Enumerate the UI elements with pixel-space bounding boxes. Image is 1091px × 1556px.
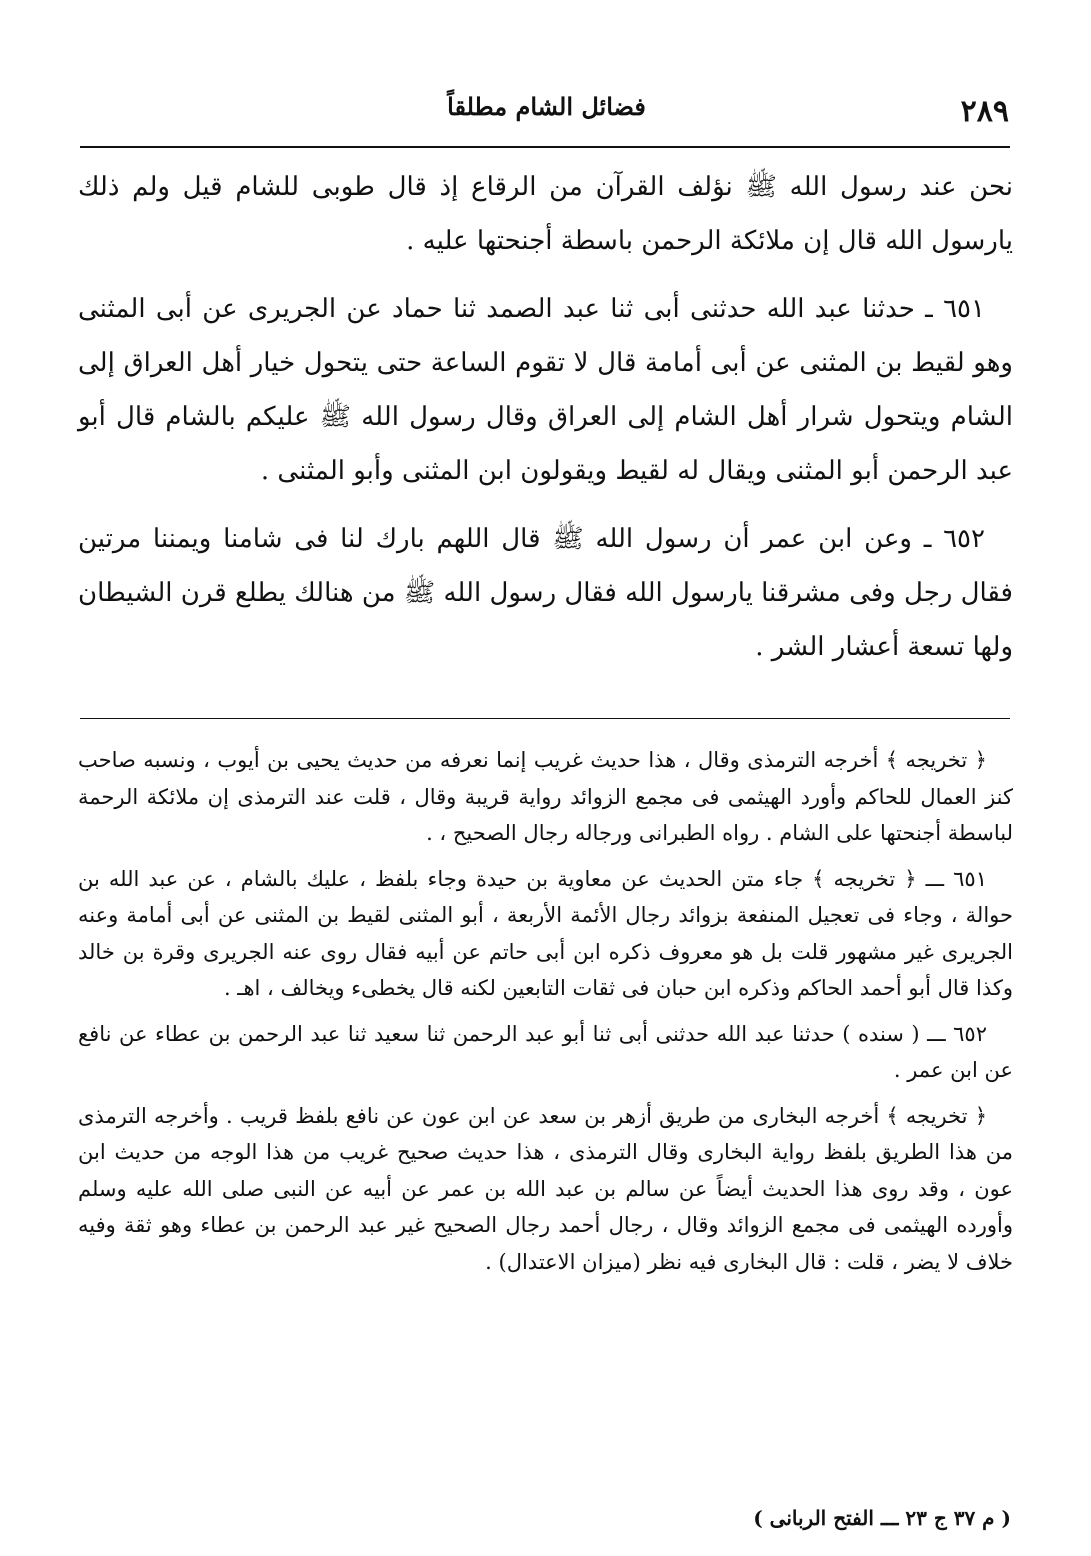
page-number: ٢٨٩ (960, 94, 1009, 129)
main-text (78, 160, 1013, 688)
footnotes (78, 742, 1013, 1289)
footnotes-divider (80, 718, 1010, 719)
signature-mark: ( م ٣٧ ج ٢٣ ـــ الفتح الربانى ) (753, 1506, 1011, 1530)
footnote-652-takhrij: ﴿ تخريجه ﴾ أخرجه البخارى من طريق أزهر بن سعد عن ابن عون عن نافع بلفظ قريب . وأخرجه الترمذى من هذا الطريق بلفظ رواية البخارى وقال الترمذى ، هذا حديث صحيح غريب من هذا الوجه من حديث ابن عون ، وقد روى هذا الحديث أيضاً عن سالم بن عبد الله بن عمر عن أبيه عن النبى صلى الله عليه وسلم وأورده الهيثمى فى مجمع الزوائد وقال ، رجال أحمد رجال الصحيح غير عبد الرحمن بن عطاء وهو ثقة وفيه خلاف لا يضر ، قلت : قال البخارى فيه نظر (ميزان الاعتدال) . (78, 1103, 1013, 1274)
hadith-651: ٦٥١ ـ حدثنا عبد الله حدثنى أبى ثنا عبد الصمد ثنا حماد عن الجريرى عن أبى المثنى وهو لقيط بن المثنى عن أبى أمامة قال لا تقوم الساعة حتى يتحول خيار أهل العراق إلى الشام ويتحول شرار أهل الشام إلى العراق وقال رسول الله ﷺ عليكم بالشام قال أبو عبد الرحمن أبو المثنى ويقال له لقيط ويقولون ابن المثنى وأبو المثنى . (78, 294, 1013, 486)
footnote-takhrij-650: ﴿ تخريجه ﴾ أخرجه الترمذى وقال ، هذا حديث غريب إنما نعرفه من حديث يحيى بن أيوب ، ونسبه صاحب كنز العمال للحاكم وأورد الهيثمى فى مجمع الزوائد رواية قريبة وقال ، قلت عند الترمذى إن ملائكة الرحمة لباسطة أجنحتها على الشام . رواه الطبرانى ورجاله رجال الصحيح ، . (78, 748, 1013, 845)
running-title: فضائل الشام مطلقاً (447, 92, 646, 121)
page-header (84, 88, 1009, 136)
footnote-651: ٦٥١ ـــ ﴿ تخريجه ﴾ جاء متن الحديث عن معاوية بن حيدة وجاء بلفظ ، عليك بالشام ، عن عبد الله بن حوالة ، وجاء فى تعجيل المنفعة بزوائد رجال الأئمة الأربعة ، أبو المثنى لقيط بن المثنى عن أبى أمامة وعنه الجريرى غير مشهور قلت بل هو معروف ذكره ابن أبى حاتم عن أبيه فقال روى عنه الجريرى وقرة بن خالد وكذا قال أبو أحمد الحاكم وذكره ابن حبان فى ثقات التابعين لكنه قال يخطىء ويخالف ، اهـ . (78, 866, 1013, 1000)
hadith-652: ٦٥٢ ـ وعن ابن عمر أن رسول الله ﷺ قال اللهم بارك لنا فى شامنا ويمننا مرتين فقال رجل وفى مشرقنا يارسول الله فقال رسول الله ﷺ من هنالك يطلع قرن الشيطان ولها تسعة أعشار الشر . (78, 524, 1013, 662)
footnote-652-sanad: ٦٥٢ ـــ ( سنده ) حدثنا عبد الله حدثنى أبى ثنا أبو عبد الرحمن ثنا سعيد ثنا عبد الرحمن بن عطاء عن نافع عن ابن عمر . (78, 1021, 1013, 1082)
main-paragraph-continuation: نحن عند رسول الله ﷺ نؤلف القرآن من الرقاع إذ قال طوبى للشام قيل ولم ذلك يارسول الله قال إن ملائكة الرحمن باسطة أجنحتها عليه . (78, 172, 1013, 256)
header-divider (80, 146, 1010, 148)
